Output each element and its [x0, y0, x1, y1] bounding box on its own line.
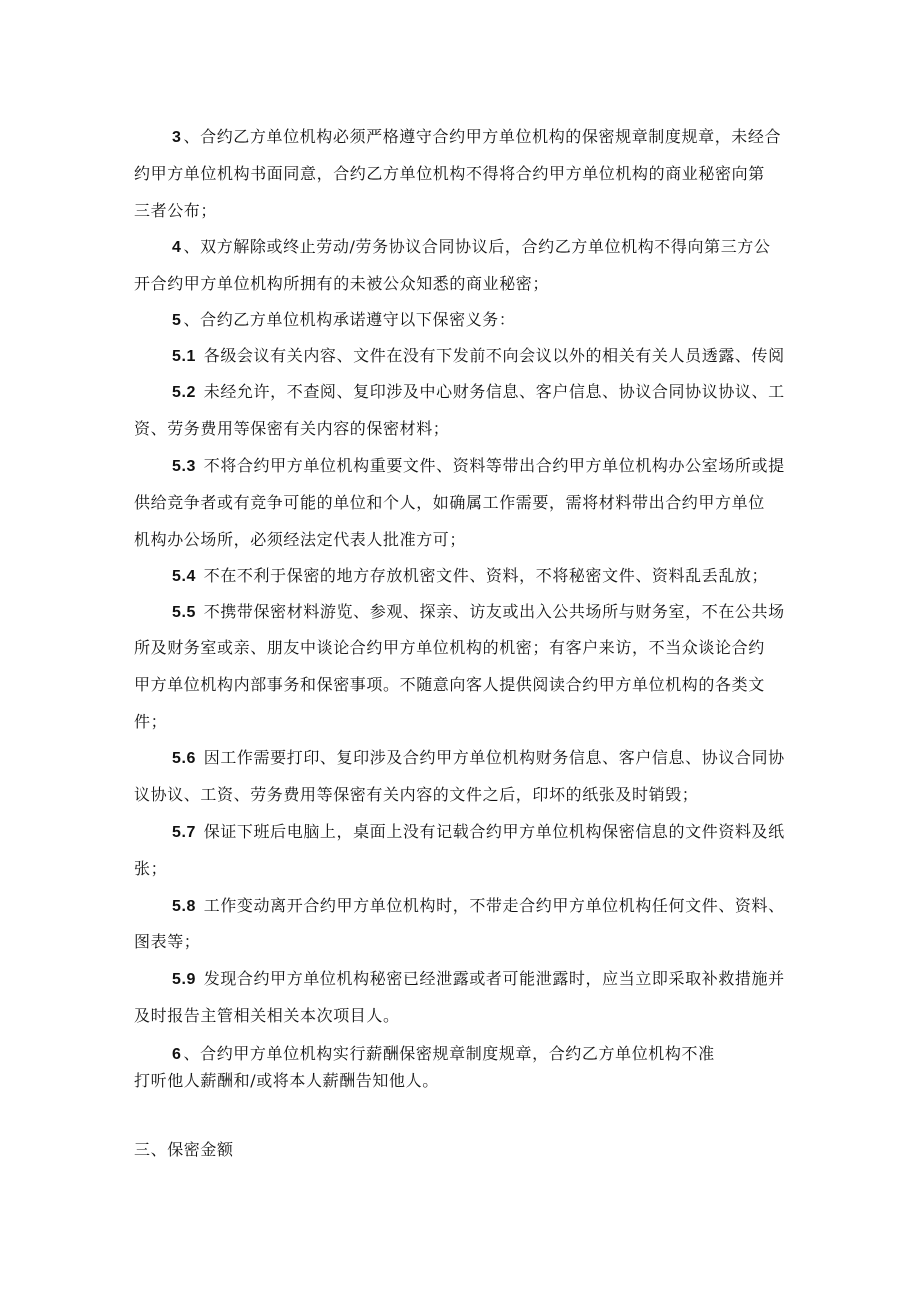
- para-5-6-line-2: 议协议、工资、劳务费用等保密有关内容的文件之后，印坏的纸张及时销毁；: [134, 785, 699, 804]
- para-4-line-2: 开合约甲方单位机构所拥有的未被公众知悉的商业秘密；: [134, 274, 550, 293]
- para-5-6-line-1: 5.6 因工作需要打印、复印涉及合约甲方单位机构财务信息、客户信息、协议合同协: [172, 748, 785, 767]
- para-3-number: 3: [172, 129, 182, 146]
- para-5-3-line-1: 5.3 不将合约甲方单位机构重要文件、资料等带出合约甲方单位机构办公室场所或提: [172, 456, 785, 475]
- para-5-9-line-1: 5.9 发现合约甲方单位机构秘密已经泄露或者可能泄露时，应当立即采取补救措施并: [172, 969, 785, 988]
- para-3-line-2: 约甲方单位机构书面同意，合约乙方单位机构不得将合约甲方单位机构的商业秘密向第: [134, 164, 765, 183]
- para-5-1-number: 5.1: [172, 348, 197, 365]
- para-5-6-number: 5.6: [172, 750, 197, 767]
- para-5-9-line-2: 及时报告主管相关相关本次项目人。: [134, 1006, 400, 1025]
- section-heading: 三、保密金额: [134, 1140, 234, 1159]
- para-5-8-line-2: 图表等；: [134, 932, 201, 951]
- para-4-number: 4: [172, 239, 182, 256]
- para-5-3-line-3: 机构办公场所，必须经法定代表人批准方可；: [134, 530, 467, 549]
- para-5-7-number: 5.7: [172, 824, 197, 841]
- para-5-1-line-1: 5.1 各级会议有关内容、文件在没有下发前不向会议以外的相关有关人员透露、传阅: [172, 346, 785, 365]
- para-5-2-line-2: 资、劳务费用等保密有关内容的保密材料；: [134, 419, 450, 438]
- para-5-4-line-1: 5.4 不在不利于保密的地方存放机密文件、资料，不将秘密文件、资料乱丢乱放；: [172, 566, 769, 585]
- para-6-line-1: 6 、合约甲方单位机构实行薪酬保密规章制度规章，合约乙方单位机构不准: [172, 1044, 715, 1063]
- para-3-line-3: 三者公布；: [134, 201, 218, 220]
- para-5-number: 5: [172, 312, 182, 329]
- para-5-8-number: 5.8: [172, 898, 197, 915]
- para-5-5-line-1: 5.5 不携带保密材料游览、参观、探亲、访友或出入公共场所与财务室，不在公共场: [172, 602, 785, 621]
- para-5-3-line-2: 供给竞争者或有竞争可能的单位和个人，如确属工作需要，需将材料带出合约甲方单位: [134, 493, 765, 512]
- para-5-5-line-2: 所及财务室或亲、朋友中谈论合约甲方单位机构的机密；有客户来访，不当众谈论合约: [134, 638, 765, 657]
- para-3-line-1: 3 、合约乙方单位机构必须严格遵守合约甲方单位机构的保密规章制度规章，未经合: [172, 127, 782, 146]
- para-5-8-line-1: 5.8 工作变动离开合约甲方单位机构时，不带走合约甲方单位机构任何文件、资料、: [172, 896, 785, 915]
- para-5-5-line-4: 件；: [134, 712, 168, 731]
- para-5-3-number: 5.3: [172, 458, 197, 475]
- para-5-9-number: 5.9: [172, 971, 197, 988]
- para-4-line-1: 4 、双方解除或终止劳动/劳务协议合同协议后，合约乙方单位机构不得向第三方公: [172, 237, 771, 256]
- para-5-5-line-3: 甲方单位机构内部事务和保密事项。不随意向客人提供阅读合约甲方单位机构的各类文: [134, 675, 765, 694]
- para-5-line-1: 5 、合约乙方单位机构承诺遵守以下保密义务：: [172, 310, 516, 329]
- para-5-7-line-2: 张；: [134, 859, 168, 878]
- para-6-line-2: 打听他人薪酬和/或将本人薪酬告知他人。: [134, 1071, 439, 1090]
- para-6-number: 6: [172, 1046, 182, 1063]
- para-5-5-number: 5.5: [172, 604, 197, 621]
- para-5-7-line-1: 5.7 保证下班后电脑上，桌面上没有记载合约甲方单位机构保密信息的文件资料及纸: [172, 822, 785, 841]
- para-5-2-number: 5.2: [172, 384, 197, 401]
- para-5-4-number: 5.4: [172, 568, 197, 585]
- para-5-2-line-1: 5.2 未经允许，不查阅、复印涉及中心财务信息、客户信息、协议合同协议协议、工: [172, 382, 785, 401]
